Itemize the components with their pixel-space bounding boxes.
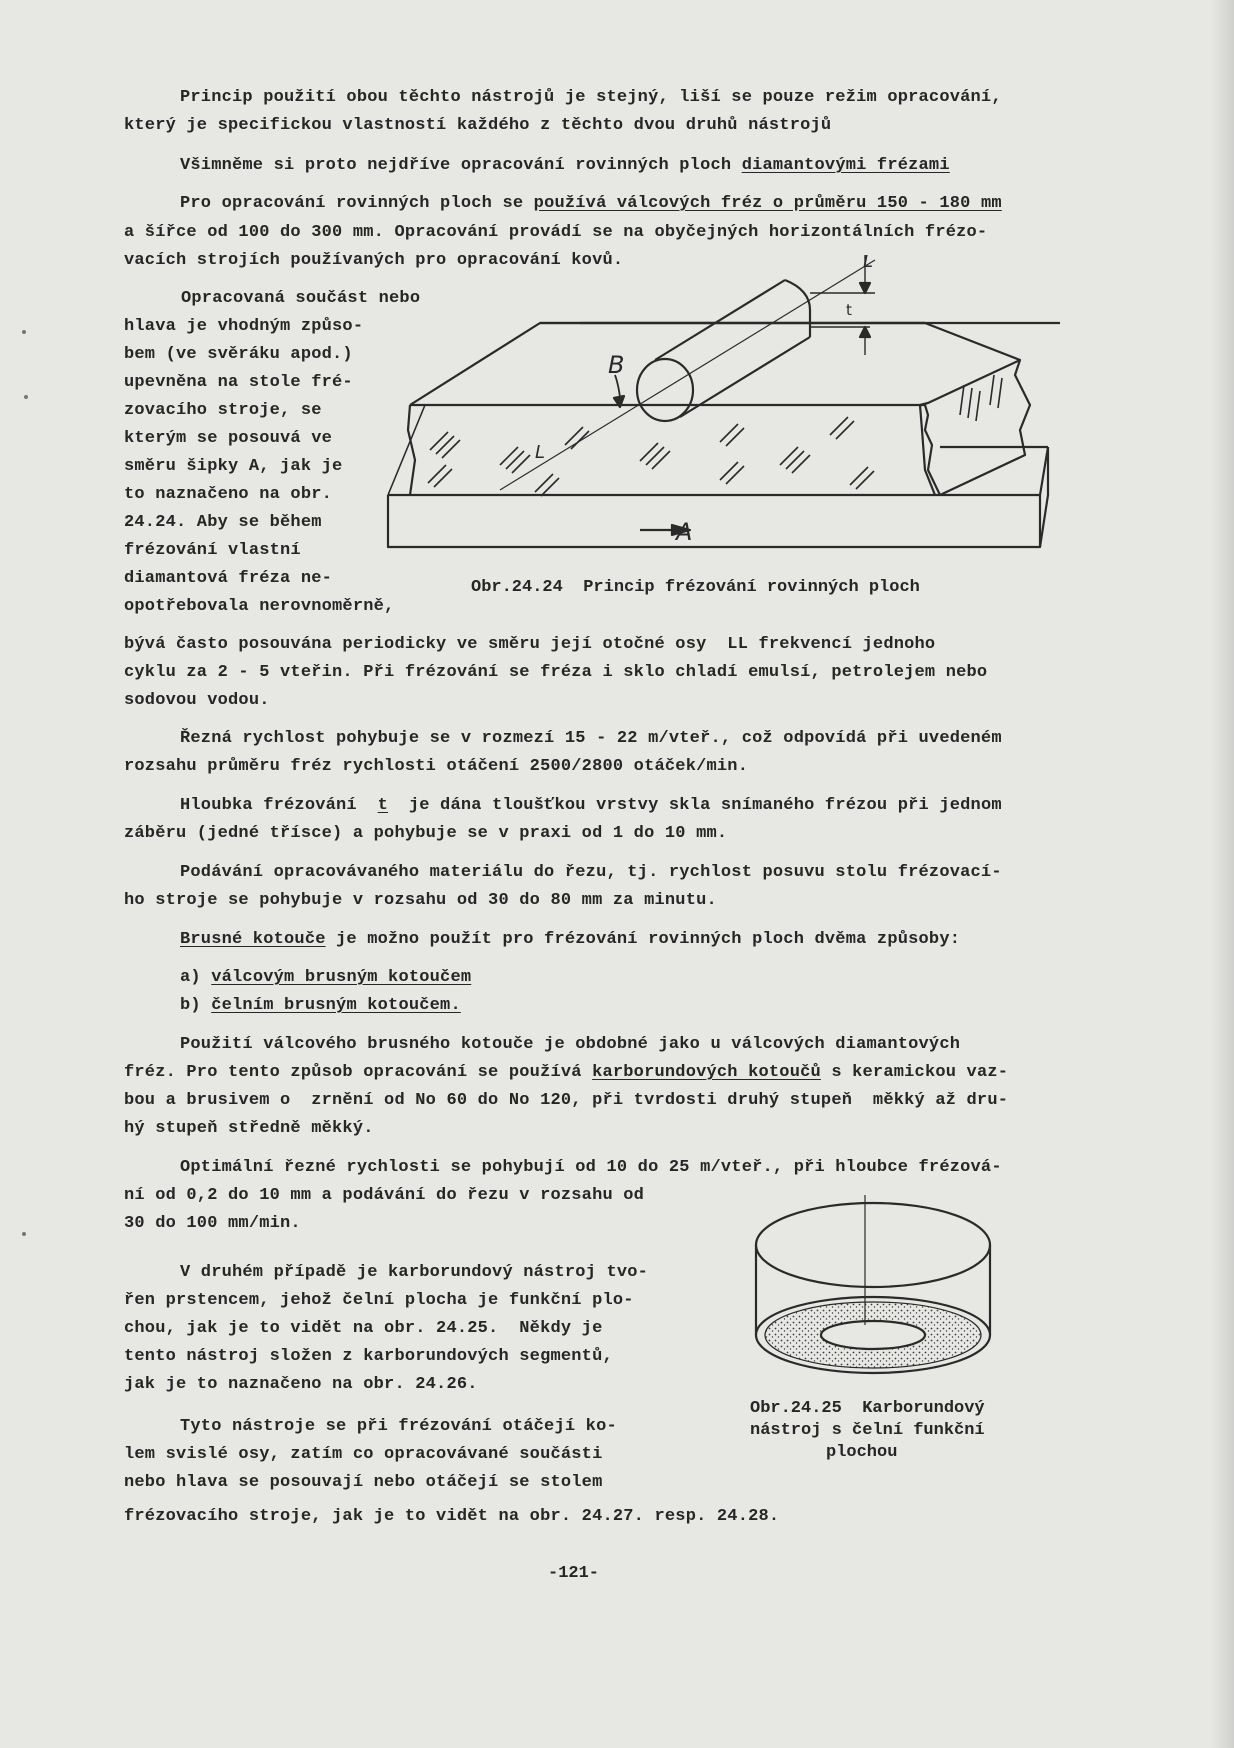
underlined-term: používá válcových fréz o průměru 150 - 180 mm bbox=[533, 194, 1002, 213]
text-span: je možno použít pro frézování rovinných ploch dvěma způsoby: bbox=[325, 930, 961, 949]
table-top-edge bbox=[388, 447, 1048, 495]
arrow-label-a: A bbox=[676, 518, 693, 546]
scan-speck bbox=[22, 330, 26, 334]
depth-label-t: t bbox=[846, 301, 852, 319]
cutter-end-ellipse bbox=[637, 359, 693, 421]
list-item-text: válcovým brusným kotoučem bbox=[211, 968, 472, 987]
text-line bbox=[180, 795, 1002, 817]
figure-caption-line: nástroj s čelní funkční bbox=[750, 1421, 985, 1440]
text-line: rozsahu průměru fréz rychlosti otáčení 2500/2800 otáček/min. bbox=[124, 757, 749, 776]
text-line: hý stupeň středně měkký. bbox=[124, 1119, 374, 1138]
text-line: a šířce od 100 do 300 mm. Opracování provádí se na obyčejných horizontálních frézo- bbox=[124, 223, 988, 242]
side-text-line: směru šipky A, jak je bbox=[124, 457, 343, 476]
side-text-line: zovacího stroje, se bbox=[124, 401, 322, 420]
milling-diagram-figure bbox=[380, 255, 1060, 555]
text-span: Všimněme si proto nejdříve opracování rovinných ploch bbox=[180, 156, 742, 175]
text-line: Optimální řezné rychlosti se pohybují od 10 do 25 m/vteř., při hloubce frézová- bbox=[180, 1158, 1002, 1177]
ring-inner-hole bbox=[821, 1321, 925, 1349]
text-span: je dána tloušťkou vrstvy skla snímaného frézou při jednom bbox=[388, 796, 1002, 815]
text-line: Řezná rychlost pohybuje se v rozmezí 15 - 22 m/vteř., což odpovídá při uvedeném bbox=[180, 729, 1002, 748]
text-line: který je specifickou vlastností každého z těchto dvou druhů nástrojů bbox=[124, 116, 832, 135]
underlined-term: Brusné kotouče bbox=[180, 930, 326, 949]
glass-side-face bbox=[920, 360, 1030, 495]
list-item-text: čelním brusným kotoučem. bbox=[211, 996, 461, 1015]
text-line: nebo hlava se posouvají nebo otáčejí se stolem bbox=[124, 1473, 603, 1492]
side-text-line: hlava je vhodným způso- bbox=[124, 317, 364, 336]
text-line: chou, jak je to vidět na obr. 24.25. Někdy je bbox=[124, 1319, 603, 1338]
side-text-line: to naznačeno na obr. bbox=[124, 485, 333, 504]
text-line: 30 do 100 mm/min. bbox=[124, 1214, 301, 1233]
list-marker: a) bbox=[180, 968, 212, 987]
side-text-line: Opracovaná součást nebo bbox=[181, 289, 421, 308]
page-number: -121- bbox=[548, 1564, 600, 1583]
figure-caption: Obr.24.24 Princip frézování rovinných ploch bbox=[471, 578, 920, 597]
rotation-label-b: B bbox=[608, 351, 625, 379]
list-marker: b) bbox=[180, 996, 212, 1015]
text-line: Tyto nástroje se při frézování otáčejí ko- bbox=[180, 1417, 617, 1436]
side-text-line: diamantová fréza ne- bbox=[124, 569, 333, 588]
scan-speck bbox=[24, 395, 28, 399]
side-text-line: 24.24. Aby se během bbox=[124, 513, 322, 532]
text-line: záběru (jedné třísce) a pohybuje se v praxi od 1 do 10 mm. bbox=[124, 824, 728, 843]
figure-caption-line: Obr.24.25 Karborundový bbox=[750, 1399, 985, 1418]
list-item bbox=[180, 967, 471, 989]
glass-hatching bbox=[428, 375, 1002, 496]
text-line: ní od 0,2 do 10 mm a podávání do řezu v rozsahu od bbox=[124, 1186, 645, 1205]
text-line: Použití válcového brusného kotouče je obdobné jako u válcových diamantových bbox=[180, 1035, 961, 1054]
ring-top-ellipse bbox=[756, 1203, 990, 1287]
table-outline bbox=[388, 447, 1048, 547]
text-span: fréz. Pro tento způsob opracování se používá bbox=[124, 1063, 593, 1082]
text-line: tento nástroj složen z karborundových segmentů, bbox=[124, 1347, 613, 1366]
glass-front-top bbox=[410, 405, 935, 495]
axis-label-l-top: L bbox=[863, 255, 874, 272]
text-span: s keramickou vaz- bbox=[820, 1063, 1009, 1082]
ring-tool-figure bbox=[750, 1195, 1000, 1375]
text-line: vacích strojích používaných pro opracování kovů. bbox=[124, 251, 624, 270]
figure-caption-line: plochou bbox=[826, 1443, 898, 1462]
text-line: V druhém případě je karborundový nástroj tvo- bbox=[180, 1263, 649, 1282]
text-line: bývá často posouvána periodicky ve směru její otočné osy LL frekvencí jednoho bbox=[124, 635, 936, 654]
variable-t: t bbox=[377, 796, 389, 815]
text-span: Hloubka frézování bbox=[180, 796, 378, 815]
text-line: ho stroje se pohybuje v rozsahu od 30 do 80 mm za minutu. bbox=[124, 891, 717, 910]
underlined-term: diamantovými frézami bbox=[741, 156, 950, 175]
text-line bbox=[180, 929, 960, 951]
side-text-line: upevněna na stole fré- bbox=[124, 373, 353, 392]
list-item bbox=[180, 995, 461, 1017]
text-line: jak je to naznačeno na obr. 24.26. bbox=[124, 1375, 478, 1394]
underlined-term: karborundových kotoučů bbox=[592, 1063, 821, 1082]
side-text-line: frézování vlastní bbox=[124, 541, 301, 560]
text-line: řen prstencem, jehož čelní plocha je funkční plo- bbox=[124, 1291, 634, 1310]
text-line bbox=[180, 193, 1002, 215]
text-line bbox=[124, 1062, 1008, 1084]
text-line: cyklu za 2 - 5 vteřin. Při frézování se fréza i sklo chladí emulsí, petrolejem nebo bbox=[124, 663, 988, 682]
axis-line bbox=[500, 260, 875, 490]
page-edge-shadow bbox=[1210, 0, 1234, 1748]
text-line: sodovou vodou. bbox=[124, 691, 270, 710]
text-line: bou a brusivem o zrnění od No 60 do No 120, při tvrdosti druhý stupeň měkký až dru- bbox=[124, 1091, 1009, 1110]
text-span: Pro opracování rovinných ploch se bbox=[180, 194, 534, 213]
text-line bbox=[180, 155, 950, 177]
axis-label-l-cylinder: L bbox=[535, 442, 546, 463]
text-line: lem svislé osy, zatím co opracovávané součásti bbox=[124, 1445, 603, 1464]
text-line: Princip použití obou těchto nástrojů je stejný, liší se pouze režim opracování, bbox=[180, 88, 1002, 107]
text-line: frézovacího stroje, jak je to vidět na obr. 24.27. resp. 24.28. bbox=[124, 1507, 780, 1526]
side-text-line: bem (ve svěráku apod.) bbox=[124, 345, 353, 364]
side-text-line: opotřebovala nerovnoměrně, bbox=[124, 597, 395, 616]
side-text-line: kterým se posouvá ve bbox=[124, 429, 333, 448]
text-line: Podávání opracovávaného materiálu do řezu, tj. rychlost posuvu stolu frézovací- bbox=[180, 863, 1002, 882]
scan-speck bbox=[22, 1232, 26, 1236]
